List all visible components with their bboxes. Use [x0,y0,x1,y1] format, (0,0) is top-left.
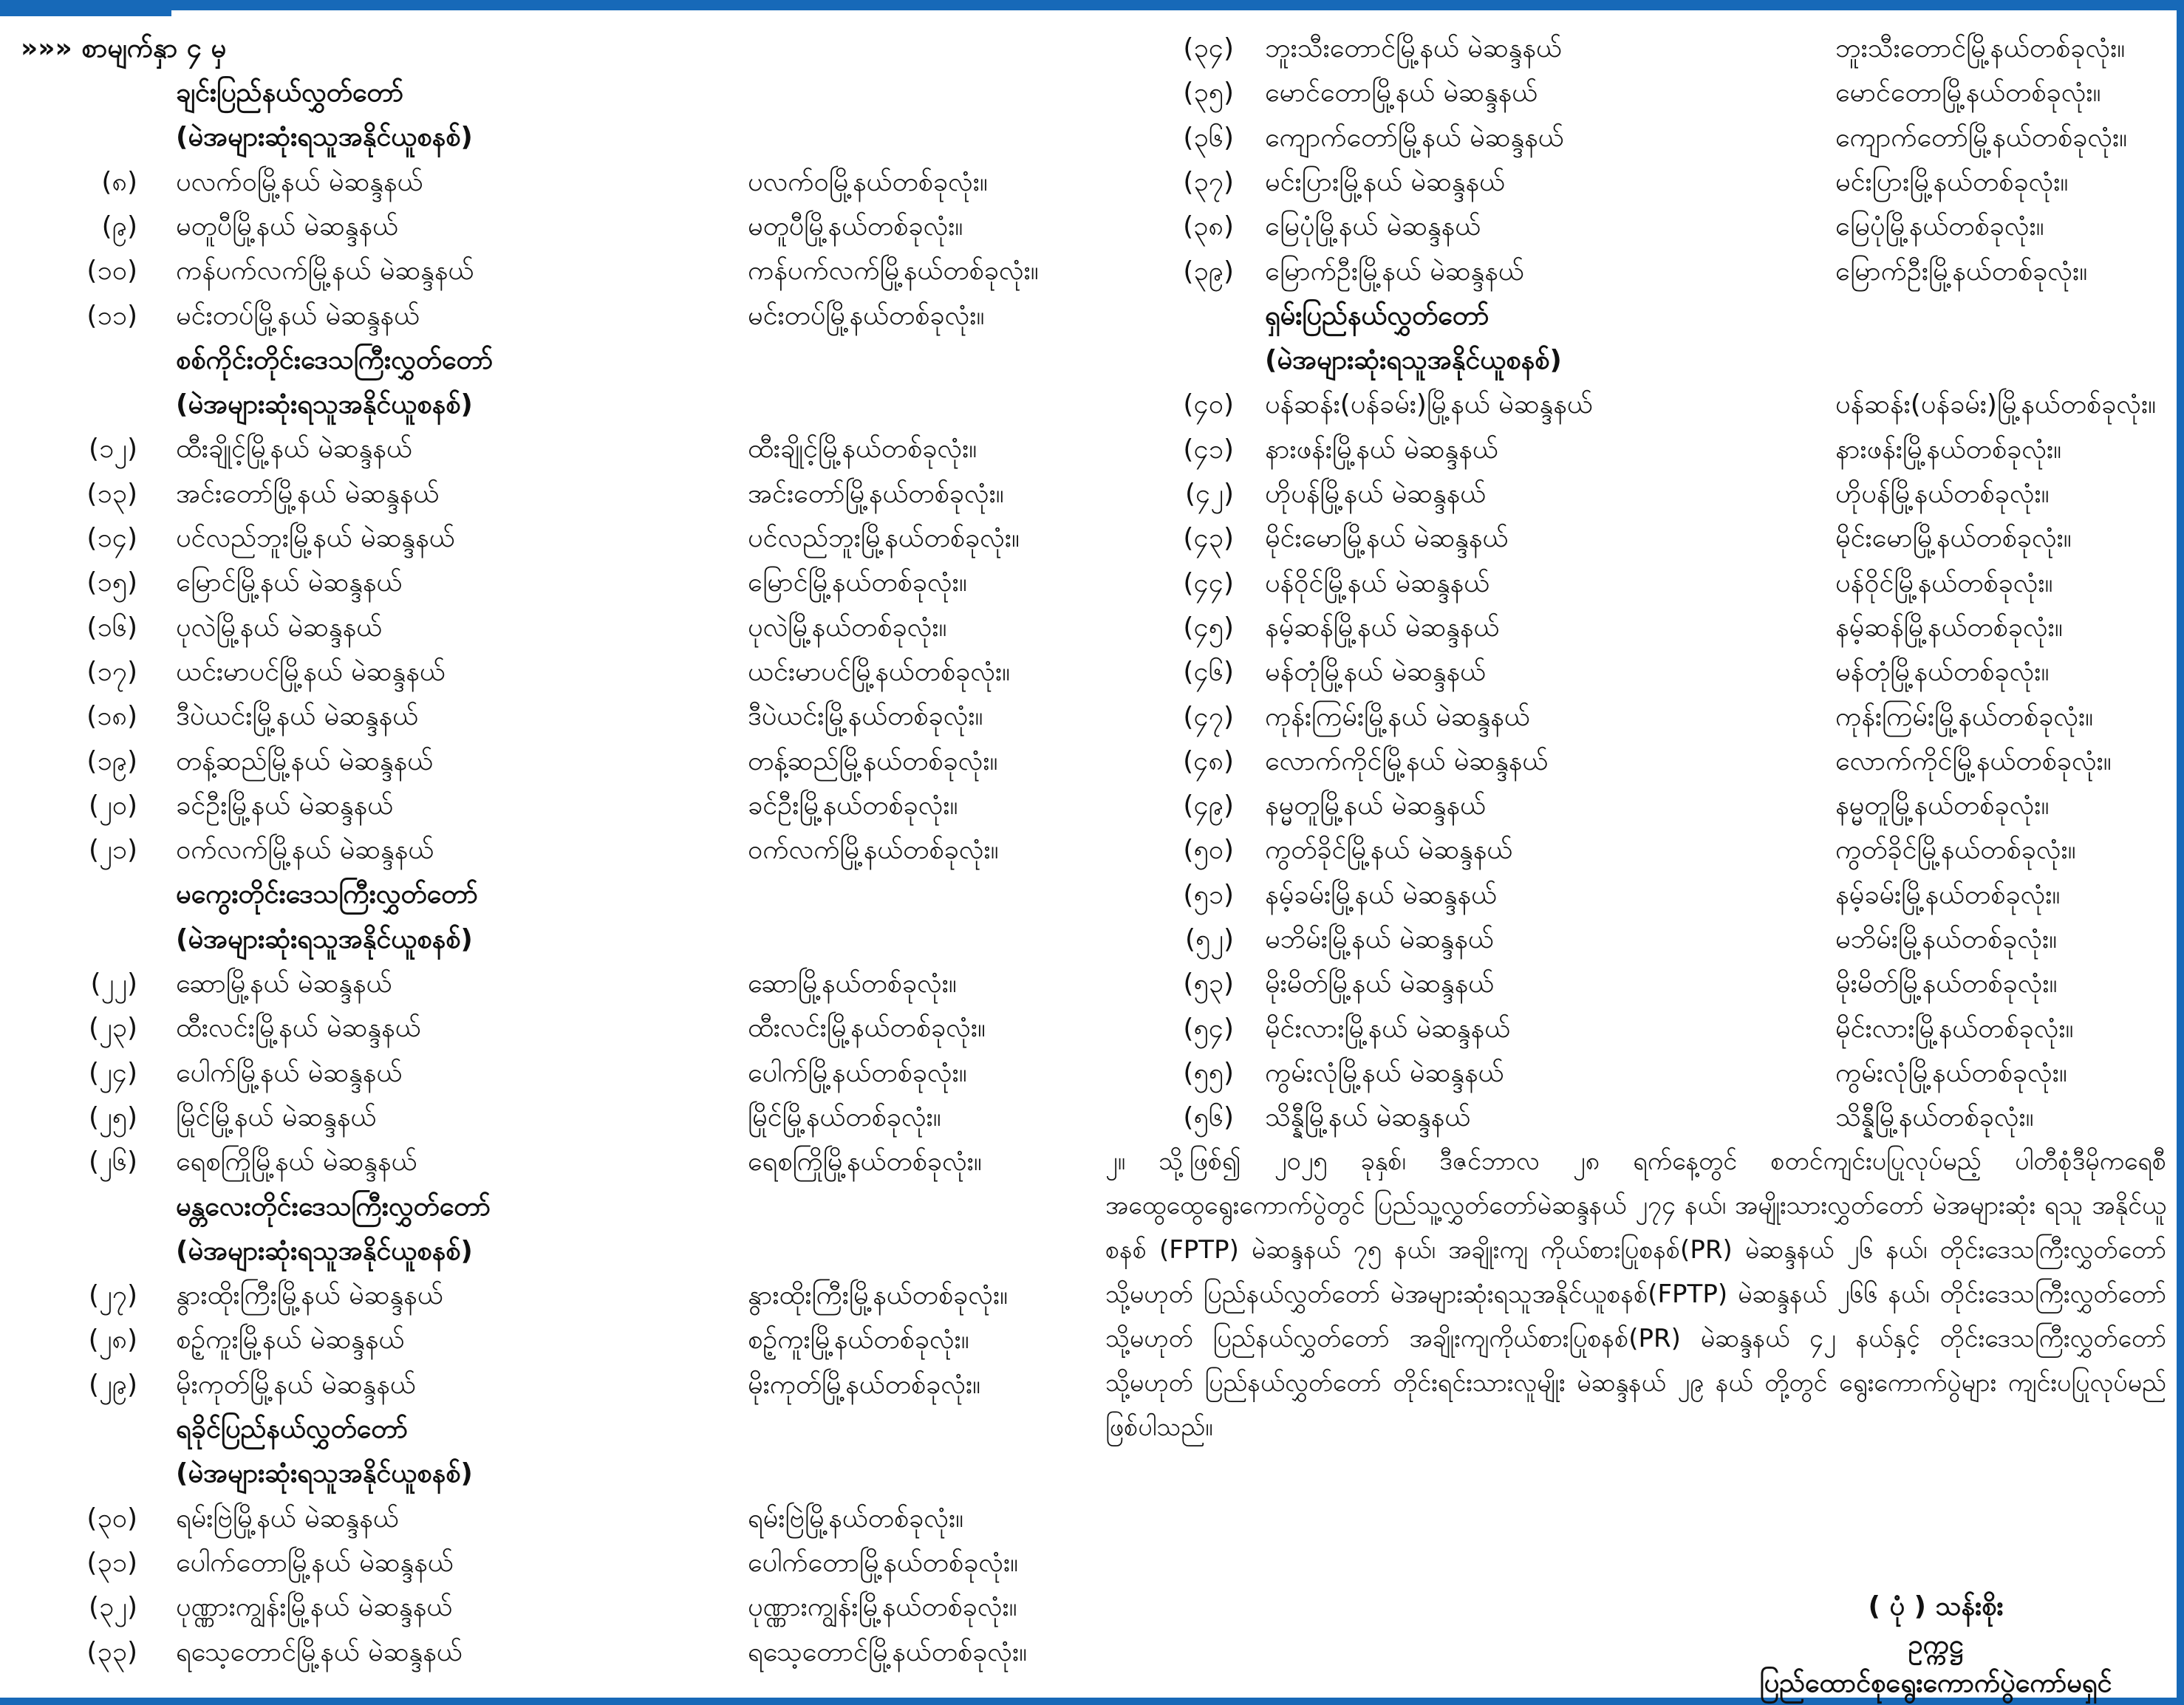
constituency-name: ခင်ဦးမြို့နယ် မဲဆန္ဒနယ် [176,790,394,821]
constituency-number: (၁၁) [86,300,137,331]
constituency-area: မန်တုံမြို့နယ်တစ်ခုလုံး။ [1835,657,2050,688]
constituency-name: ပေါက်မြို့နယ် မဲဆန္ဒနယ် [176,1057,403,1088]
constituency-name: ကန်ပက်လက်မြို့နယ် မဲဆန္ဒနယ် [176,256,474,287]
constituency-number: (၃၁) [86,1547,137,1578]
constituency-area: ပေါက်တောမြို့နယ်တစ်ခုလုံး။ [748,1547,1019,1578]
constituency-area: အင်းတော်မြို့နယ်တစ်ခုလုံး။ [748,478,1004,509]
constituency-name: မန်တုံမြို့နယ် မဲဆန္ဒနယ် [1265,657,1486,688]
constituency-number: (၃၂) [88,1592,137,1623]
constituency-number: (၁၉) [86,745,137,776]
right-border [2177,0,2184,1705]
section-heading: စစ်ကိုင်းတိုင်းဒေသကြီးလွှတ်တော် [176,344,494,375]
constituency-area: နွားထိုးကြီးမြို့နယ်တစ်ခုလုံး။ [748,1280,1008,1311]
constituency-number: (၃၆) [1183,122,1234,153]
constituency-area: ပန်ဆန်း(ပန်ခမ်း)မြို့နယ်တစ်ခုလုံး။ [1835,389,2157,420]
constituency-name: လောက်ကိုင်မြို့နယ် မဲဆန္ဒနယ် [1265,745,1549,776]
constituency-area: မိုးကုတ်မြို့နယ်တစ်ခုလုံး။ [748,1369,981,1400]
constituency-name: ရမ်းဗြဲမြို့နယ် မဲဆန္ဒနယ် [176,1503,399,1534]
signatory-organization: ပြည်ထောင်စုရွေးကောက်ပွဲကော်မရှင် [1759,1668,2112,1698]
constituency-name: ယင်းမာပင်မြို့နယ် မဲဆန္ဒနယ် [176,656,446,687]
constituency-name: ပုဏ္ဏားကျွန်းမြို့နယ် မဲဆန္ဒနယ် [176,1592,453,1623]
constituency-area: မောင်တောမြို့နယ်တစ်ခုလုံး။ [1835,78,2101,109]
constituency-area: ခင်ဦးမြို့နယ်တစ်ခုလုံး။ [748,790,958,821]
constituency-number: (၃၅) [1183,78,1234,109]
constituency-area: မြေပုံမြို့နယ်တစ်ခုလုံး။ [1835,211,2044,242]
constituency-area: ပင်လည်ဘူးမြို့နယ်တစ်ခုလုံး။ [748,523,1020,553]
constituency-area: နမ့်ခမ်းမြို့နယ်တစ်ခုလုံး။ [1835,879,2061,910]
constituency-number: (၂၄) [88,1057,137,1088]
constituency-area: ဒီပဲယင်းမြို့နယ်တစ်ခုလုံး။ [748,701,983,732]
constituency-area: ထီးလင်းမြို့နယ်တစ်ခုလုံး။ [748,1013,986,1044]
constituency-area: မင်းတပ်မြို့နယ်တစ်ခုလုံး။ [748,300,985,331]
constituency-area: ပေါက်မြို့နယ်တစ်ခုလုံး။ [748,1057,967,1088]
constituency-area: ပလက်ဝမြို့နယ်တစ်ခုလုံး။ [748,166,988,197]
constituency-name: ဆောမြို့နယ် မဲဆန္ဒနယ် [176,968,392,999]
announcement-paragraph: ၂။ သို့ဖြစ်၍ ၂၀၂၅ ခုနှစ်၊ ဒီဇင်ဘာလ ၂၈ ရက်နေ့တွင် စတင်ကျင်းပပြုလုပ်မည့် ပါတီစုံဒီမိုကရေစီ အထွေထွေရွေးကောက်ပွဲတွင် ပြည်သူ့လွှတ်တော်မဲဆန္ဒနယ် ၂၇၄ နယ်၊ အမျိုးသားလွှတ်တော် မဲအများဆုံး ရသူ အနိုင်ယူစနစ် (FPTP) မဲဆန္ဒနယ် ၇၅ နယ်၊ အချိုးကျ ကိုယ်စားပြုစနစ်(PR) မဲဆန္ဒနယ် ၂၆ နယ်၊ တိုင်းဒေသကြီးလွှတ်တော် သို့မဟုတ် ပြည်နယ်လွှတ်တော် မဲအများဆုံးရသူအနိုင်ယူစနစ်(FPTP) မဲဆန္ဒနယ် ၂၆၆ နယ်၊ တိုင်းဒေသကြီးလွှတ်တော် သို့မဟုတ် ပြည်နယ်လွှတ်တော် အချိုးကျကိုယ်စားပြုစနစ်(PR) မဲဆန္ဒနယ် ၄၂ နယ်နှင့် တိုင်းဒေသကြီးလွှတ်တော် သို့မဟုတ် ပြည်နယ်လွှတ်တော် တိုင်းရင်းသားလူမျိုး မဲဆန္ဒနယ် ၂၉ နယ် တို့တွင် ရွေးကောက်ပွဲများ ကျင်းပပြုလုပ်မည် ဖြစ်ပါသည်။ [1105,1147,2166,1442]
constituency-number: (၅၀) [1183,835,1234,866]
constituency-number: (၁၃) [86,478,137,509]
constituency-name: ရသေ့တောင်မြို့နယ် မဲဆန္ဒနယ် [176,1636,463,1667]
constituency-number: (၄၆) [1183,657,1234,688]
section-heading: (မဲအများဆုံးရသူအနိုင်ယူစနစ်) [176,1458,473,1489]
constituency-name: မတူပီမြို့နယ် မဲဆန္ဒနယ် [176,211,398,242]
constituency-area: တန့်ဆည်မြို့နယ်တစ်ခုလုံး။ [748,745,998,776]
section-heading: မကွေးတိုင်းဒေသကြီးလွှတ်တော် [176,879,478,910]
signatory-name: ( ပုံ ) သန်းစိုး [1868,1591,2004,1622]
constituency-area: ကုန်းကြမ်းမြို့နယ်တစ်ခုလုံး။ [1835,701,2094,732]
section-heading: ရခိုင်ပြည်နယ်လွှတ်တော် [176,1414,409,1444]
constituency-number: (၃၄) [1183,33,1234,64]
constituency-number: (၁၆) [86,612,137,643]
constituency-name: ပေါက်တောမြို့နယ် မဲဆန္ဒနယ် [176,1547,454,1578]
constituency-number: (၁၀) [86,256,137,287]
constituency-area: ရသေ့တောင်မြို့နယ်တစ်ခုလုံး။ [748,1636,1028,1667]
constituency-name: ရေစကြိုမြို့နယ် မဲဆန္ဒနယ် [176,1147,417,1178]
constituency-area: ကျောက်တော်မြို့နယ်တစ်ခုလုံး။ [1835,122,2127,153]
constituency-area: ကွတ်ခိုင်မြို့နယ်တစ်ခုလုံး။ [1835,835,2076,866]
constituency-number: (၂၇) [88,1280,137,1311]
constituency-name: ဒီပဲယင်းမြို့နယ် မဲဆန္ဒနယ် [176,701,419,732]
constituency-number: (၃၈) [1183,211,1234,242]
signatory-title: ဥက္ကဋ္ဌ [1908,1630,1964,1660]
constituency-area: မဘိမ်းမြို့နယ်တစ်ခုလုံး။ [1835,924,2058,954]
constituency-number: (၁၈) [86,701,137,732]
constituency-name: ပုလဲမြို့နယ် မဲဆန္ဒနယ် [176,612,383,643]
constituency-number: (၂၈) [88,1325,137,1356]
constituency-number: (၄၈) [1183,745,1234,776]
constituency-name: အင်းတော်မြို့နယ် မဲဆန္ဒနယ် [176,478,440,509]
constituency-number: (၁၅) [86,567,137,598]
constituency-name: နမ္မတူမြို့နယ် မဲဆန္ဒနယ် [1265,790,1486,821]
constituency-name: ထီးလင်းမြို့နယ် မဲဆန္ဒနယ် [176,1013,421,1044]
constituency-area: ပုဏ္ဏားကျွန်းမြို့နယ်တစ်ခုလုံး။ [748,1592,1017,1623]
constituency-number: (၄၄) [1183,567,1234,598]
constituency-name: မြောင်မြို့နယ် မဲဆန္ဒနယ် [176,567,403,598]
constituency-name: နမ့်ခမ်းမြို့နယ် မဲဆန္ဒနယ် [1265,879,1497,910]
constituency-area: ဘူးသီးတောင်မြို့နယ်တစ်ခုလုံး။ [1835,33,2126,64]
constituency-area: နမ္မတူမြို့နယ်တစ်ခုလုံး။ [1835,790,2050,821]
section-heading: (မဲအများဆုံးရသူအနိုင်ယူစနစ်) [176,923,473,954]
constituency-area: စဉ့်ကူးမြို့နယ်တစ်ခုလုံး။ [748,1325,969,1356]
constituency-area: မြိုင်မြို့နယ်တစ်ခုလုံး။ [748,1101,941,1132]
constituency-area: မြောက်ဦးမြို့နယ်တစ်ခုလုံး။ [1835,256,2088,287]
constituency-area: ဟိုပန်မြို့နယ်တစ်ခုလုံး။ [1835,479,2050,509]
constituency-name: နမ့်ဆန်မြို့နယ် မဲဆန္ဒနယ် [1265,612,1500,643]
constituency-number: (၄၁) [1183,434,1234,465]
section-heading: (မဲအများဆုံးရသူအနိုင်ယူစနစ်) [1265,345,1562,376]
continued-from-label: »»» စာမျက်နှာ ၄ မှ [21,33,227,64]
constituency-number: (၂၆) [88,1147,137,1178]
constituency-area: မြောင်မြို့နယ်တစ်ခုလုံး။ [748,567,967,598]
constituency-name: သိန္နီမြို့နယ် မဲဆန္ဒနယ် [1265,1102,1471,1133]
constituency-number: (၅၅) [1183,1057,1234,1088]
constituency-area: ပုလဲမြို့နယ်တစ်ခုလုံး။ [748,612,947,643]
constituency-number: (၄၀) [1183,389,1234,420]
top-border [0,0,2184,10]
section-heading: ချင်းပြည်နယ်လွှတ်တော် [176,78,404,108]
constituency-name: ပန်ဆန်း(ပန်ခမ်း)မြို့နယ် မဲဆန္ဒနယ် [1265,389,1593,420]
constituency-area: ထီးချိုင့်မြို့နယ်တစ်ခုလုံး။ [748,434,977,465]
constituency-number: (၅၄) [1183,1013,1234,1044]
constituency-number: (၃၃) [86,1636,137,1667]
constituency-number: (၂၂) [90,968,137,999]
constituency-area: မိုင်းလားမြို့နယ်တစ်ခုလုံး။ [1835,1013,2074,1044]
constituency-area: သိန္နီမြို့နယ်တစ်ခုလုံး။ [1835,1102,2034,1133]
section-heading: ရှမ်းပြည်နယ်လွှတ်တော် [1265,300,1489,331]
top-left-border-tab [0,0,171,16]
constituency-name: တန့်ဆည်မြို့နယ် မဲဆန္ဒနယ် [176,745,434,776]
constituency-name: မြေပုံမြို့နယ် မဲဆန္ဒနယ် [1265,211,1481,242]
constituency-name: မိုင်းလားမြို့နယ် မဲဆန္ဒနယ် [1265,1013,1511,1044]
constituency-name: မြောက်ဦးမြို့နယ် မဲဆန္ဒနယ် [1265,256,1524,287]
constituency-area: ယင်းမာပင်မြို့နယ်တစ်ခုလုံး။ [748,656,1011,687]
constituency-number: (၅၁) [1183,879,1234,910]
constituency-area: ဆောမြို့နယ်တစ်ခုလုံး။ [748,968,957,999]
constituency-area: ပန်ဝိုင်မြို့နယ်တစ်ခုလုံး။ [1835,567,2053,598]
constituency-name: နားဖန်းမြို့နယ် မဲဆန္ဒနယ် [1265,434,1498,465]
constituency-name: ကျောက်တော်မြို့နယ် မဲဆန္ဒနယ် [1265,122,1564,153]
constituency-number: (၅၆) [1183,1102,1234,1133]
constituency-area: ရမ်းဗြဲမြို့နယ်တစ်ခုလုံး။ [748,1503,964,1534]
constituency-name: ကုန်းကြမ်းမြို့နယ် မဲဆန္ဒနယ် [1265,701,1530,732]
constituency-name: ပန်ဝိုင်မြို့နယ် မဲဆန္ဒနယ် [1265,567,1490,598]
constituency-area: နမ့်ဆန်မြို့နယ်တစ်ခုလုံး။ [1835,612,2063,643]
constituency-area: ဝက်လက်မြို့နယ်တစ်ခုလုံး။ [748,835,999,866]
constituency-name: ပလက်ဝမြို့နယ် မဲဆန္ဒနယ် [176,166,423,197]
constituency-number: (၈) [101,166,137,197]
constituency-area: ကန်ပက်လက်မြို့နယ်တစ်ခုလုံး။ [748,256,1039,287]
constituency-number: (၁၄) [86,523,137,553]
constituency-area: မင်းပြားမြို့နယ်တစ်ခုလုံး။ [1835,166,2069,197]
constituency-number: (၂၁) [88,835,137,866]
constituency-name: စဉ့်ကူးမြို့နယ် မဲဆန္ဒနယ် [176,1325,405,1356]
constituency-area: နားဖန်းမြို့နယ်တစ်ခုလုံး။ [1835,434,2061,465]
constituency-name: မင်းပြားမြို့နယ် မဲဆန္ဒနယ် [1265,166,1505,197]
constituency-name: ထီးချိုင့်မြို့နယ် မဲဆန္ဒနယ် [176,434,412,465]
constituency-number: (၃၀) [86,1503,137,1534]
constituency-name: မိုးကုတ်မြို့နယ် မဲဆန္ဒနယ် [176,1369,416,1400]
section-heading: (မဲအများဆုံးရသူအနိုင်ယူစနစ်) [176,122,473,153]
constituency-number: (၂၃) [88,1013,137,1044]
constituency-number: (၄၉) [1183,790,1234,821]
constituency-number: (၁၇) [86,656,137,687]
constituency-area: မတူပီမြို့နယ်တစ်ခုလုံး။ [748,211,963,242]
constituency-name: ကွတ်ခိုင်မြို့နယ် မဲဆန္ဒနယ် [1265,835,1513,866]
constituency-name: ဝက်လက်မြို့နယ် မဲဆန္ဒနယ် [176,835,434,866]
constituency-number: (၂၀) [88,790,137,821]
constituency-number: (၃၉) [1183,256,1234,287]
constituency-number: (၂၅) [88,1101,137,1132]
constituency-name: ဟိုပန်မြို့နယ် မဲဆန္ဒနယ် [1265,479,1487,509]
constituency-name: မိုးမိတ်မြို့နယ် မဲဆန္ဒနယ် [1265,968,1495,1000]
constituency-name: နွားထိုးကြီးမြို့နယ် မဲဆန္ဒနယ် [176,1280,443,1311]
constituency-name: ဘူးသီးတောင်မြို့နယ် မဲဆန္ဒနယ် [1265,33,1562,64]
constituency-number: (၄၅) [1183,612,1234,643]
constituency-name: မိုင်းမောမြို့နယ် မဲဆန္ဒနယ် [1265,523,1509,554]
constituency-area: လောက်ကိုင်မြို့နယ်တစ်ခုလုံး။ [1835,745,2112,776]
constituency-number: (၄၃) [1183,523,1234,554]
section-heading: (မဲအများဆုံးရသူအနိုင်ယူစနစ်) [176,1235,473,1266]
constituency-area: ကွမ်းလုံမြို့နယ်တစ်ခုလုံး။ [1835,1057,2067,1088]
constituency-number: (၄၂) [1184,479,1234,509]
constituency-number: (၅၂) [1184,924,1234,954]
constituency-number: (၅၃) [1183,968,1234,1000]
constituency-name: မြိုင်မြို့နယ် မဲဆန္ဒနယ် [176,1101,377,1132]
constituency-number: (၄၇) [1183,701,1234,732]
constituency-name: ကွမ်းလုံမြို့နယ် မဲဆန္ဒနယ် [1265,1057,1504,1088]
section-heading: မန္တလေးတိုင်းဒေသကြီးလွှတ်တော် [176,1191,491,1222]
constituency-area: မိုင်းမောမြို့နယ်တစ်ခုလုံး။ [1835,523,2072,554]
constituency-number: (၂၉) [88,1369,137,1400]
constituency-name: မောင်တောမြို့နယ် မဲဆန္ဒနယ် [1265,78,1538,109]
constituency-name: ပင်လည်ဘူးမြို့နယ် မဲဆန္ဒနယ် [176,523,455,553]
constituency-number: (၉) [101,211,137,242]
constituency-name: မဘိမ်းမြို့နယ် မဲဆန္ဒနယ် [1265,924,1494,954]
constituency-area: ရေစကြိုမြို့နယ်တစ်ခုလုံး။ [748,1147,982,1178]
constituency-name: မင်းတပ်မြို့နယ် မဲဆန္ဒနယ် [176,300,420,331]
constituency-number: (၃၇) [1183,166,1234,197]
constituency-number: (၁၂) [88,434,137,465]
constituency-area: မိုးမိတ်မြို့နယ်တစ်ခုလုံး။ [1835,968,2058,1000]
section-heading: (မဲအများဆုံးရသူအနိုင်ယူစနစ်) [176,389,473,420]
